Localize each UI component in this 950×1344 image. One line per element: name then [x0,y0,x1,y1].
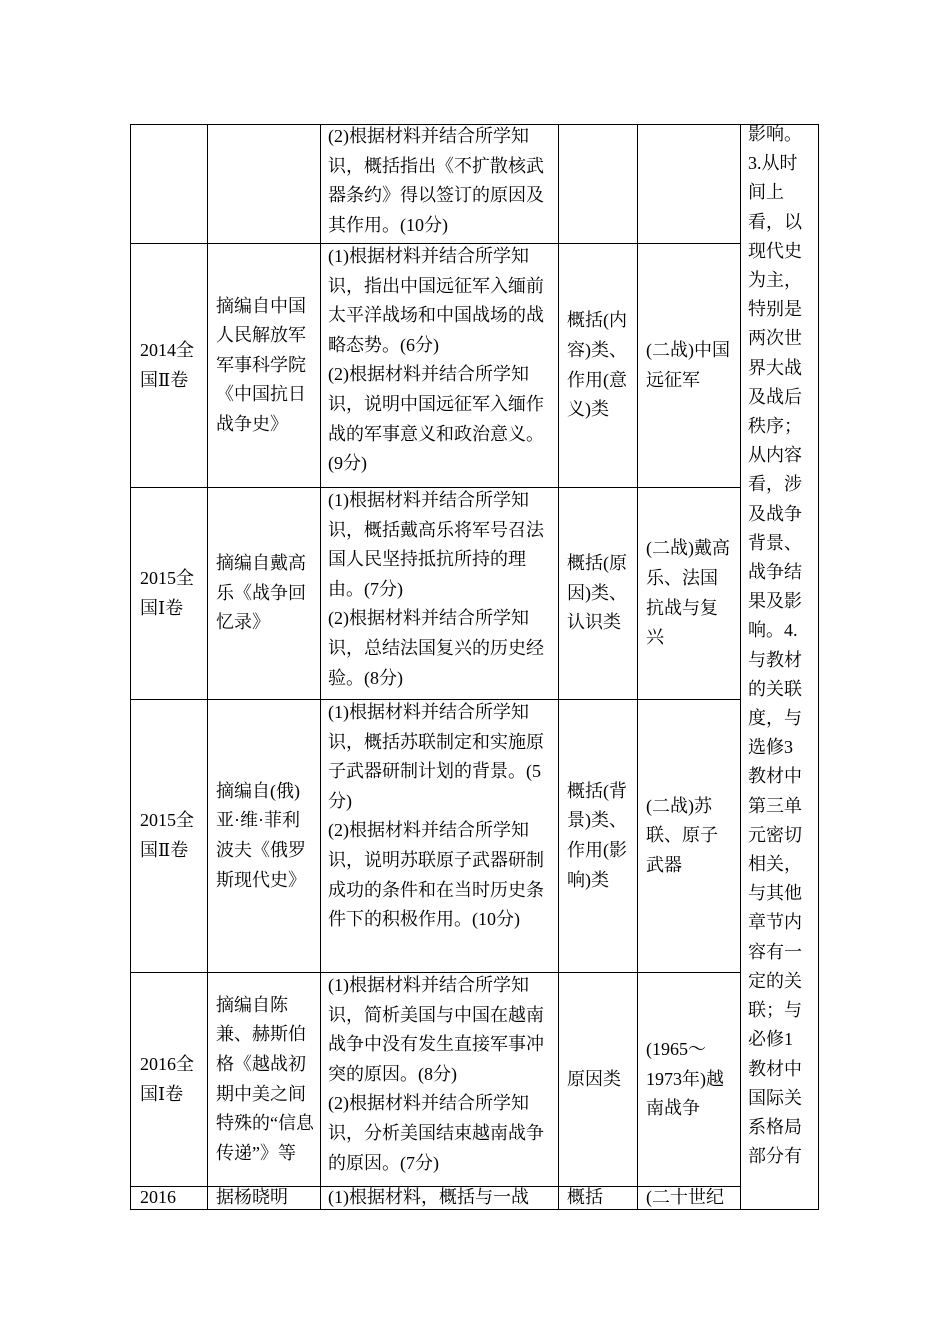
question-cell: (1)根据材料并结合所学知识，概括戴高乐将军号召法国人民坚持抵抗所持的理由。(7分) (2)根据材料并结合所学知识，总结法国复兴的历史经验。(8分) [328,490,544,688]
type-cell: 概括 [567,1187,603,1207]
column-divider [130,124,131,1210]
topic-cell: (二战)苏联、原子武器 [646,795,718,875]
question-cell: (1)根据材料，概括与一战 [328,1187,529,1207]
year-cell: 2014全国Ⅱ卷 [140,339,194,390]
topic-cell: (1965～1973年)越南战争 [646,1039,724,1119]
question-cell: (1)根据材料并结合所学知识，概括苏联制定和实施原子武器研制计划的背景。(5分) (2)根据材料并结合所学知识，说明苏联原子武器研制成功的条件和在当时历史条件下的积极作用。(10分) [328,702,544,930]
column-divider [740,124,741,1210]
table-bottom-border [130,1209,819,1210]
topic-cell: (二十世纪 [646,1187,724,1207]
topic-cell: (二战)中国远征军 [646,339,730,390]
source-cell: 摘编自中国人民解放军军事科学院《中国抗日战争史》 [216,295,306,434]
type-cell: 概括(内容)类、作用(意义)类 [567,310,627,420]
notes-cell: 影响。3.从时间上看，以现代史为主，特别是两次世界大战及战后秩序；从内容看，涉及战争背景、战争结果及影响。4.与教材的关联度，与选修3教材中第三单元密切相关，与其他章节内容有一定的关联；与必修1教材中国际关系格局部分有 [748,124,802,1167]
column-divider [818,124,819,1210]
year-cell: 2015全国Ⅰ卷 [140,567,194,618]
year-cell: 2016全国Ⅰ卷 [140,1053,194,1104]
question-cell: (2)根据材料并结合所学知识，概括指出《不扩散核武器条约》得以签订的原因及其作用。(10分) [328,126,544,235]
column-divider [320,124,321,1210]
source-cell: 摘编自(俄)亚·维·菲利波夫《俄罗斯现代史》 [216,780,306,890]
type-cell: 概括(背景)类、作用(影响)类 [567,780,627,890]
topic-cell: (二战)戴高乐、法国抗战与复兴 [646,538,730,648]
question-cell: (1)根据材料并结合所学知识，简析美国与中国在越南战争中没有发生直接军事冲突的原因。(8分) (2)根据材料并结合所学知识，分析美国结束越南战争的原因。(7分) [328,975,544,1173]
column-divider [558,124,559,1210]
source-cell: 摘编自戴高乐《战争回忆录》 [216,553,306,633]
column-divider [207,124,208,1210]
year-cell: 2015全国Ⅱ卷 [140,810,194,860]
question-cell: (1)根据材料并结合所学知识，指出中国远征军入缅前太平洋战场和中国战场的战略态势。(6分) (2)根据材料并结合所学知识，说明中国远征军入缅作战的军事意义和政治意义。(9分) [328,246,544,474]
column-divider [637,124,638,1210]
type-cell: 概括(原因)类、认识类 [567,553,627,633]
source-cell: 摘编自陈兼、赫斯伯格《越战初期中美之间特殊的“信息传递”》等 [216,994,314,1163]
source-cell: 据杨晓明 [216,1187,288,1207]
year-cell: 2016 [140,1187,176,1207]
type-cell: 原因类 [567,1068,621,1089]
